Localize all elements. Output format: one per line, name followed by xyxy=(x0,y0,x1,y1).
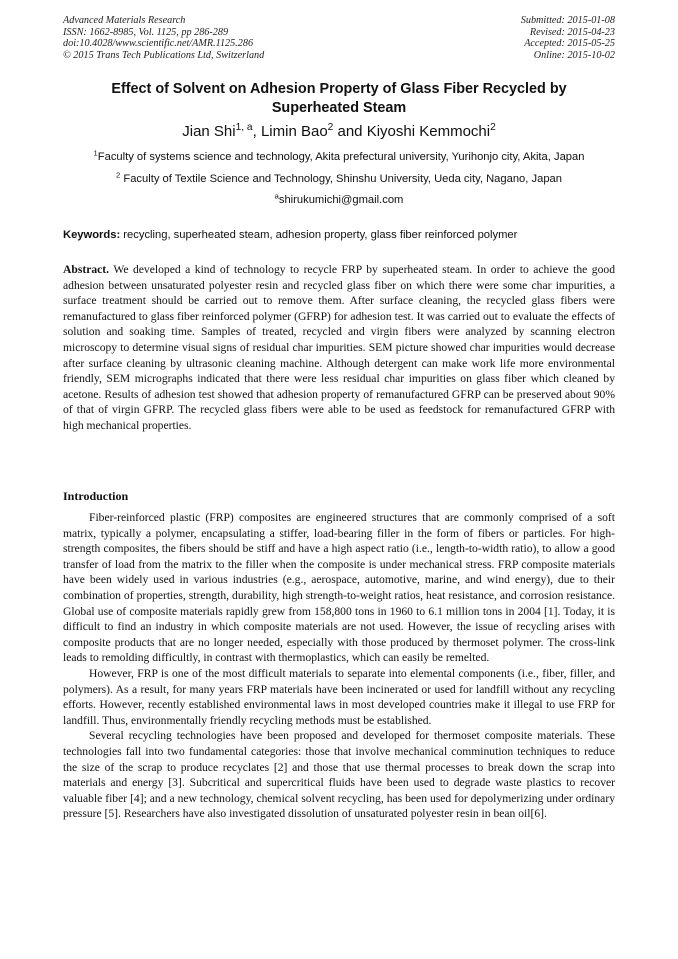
doi-line: doi:10.4028/www.scientific.net/AMR.1125.286 xyxy=(63,38,254,50)
author-3-name: Kiyoshi Kemmochi xyxy=(366,123,491,140)
revised-date: Revised: 2015-04-23 xyxy=(529,26,615,38)
abstract-text: We developed a kind of technology to recycle FRP by superheated steam. In order to achieve the good adhesion between unsaturated polyester resin and recycled glass fiber on which there were some char impurities, a surface treatment should be carried out to remove them. After surface cleaning, the recycled glass fibers were remanufactured to glass fiber reinforced polymer (GFRP) for adhesion test. It was carried out to evaluate the effects of solution and soaking time. Samples of treated, recycled and virgin fibers were analyzed by scanning electron microscopy to determine visual signs of residual char impurities. SEM picture showed char impurities would decrease after surface cleaning by ultrasonic cleaning machine. Although detergent can make work life more environmental friendly, SEM micrographs indicated that there were less residual char impurities on glass fiber which cleaned by acetone. Results of adhesion test showed that adhesion property of remanufactured GFRP can be preserved about 90% of that of virgin GFRP. The recycled glass fibers were able to be used as feedstock for remanufactured GFRP with high mechanical properties. xyxy=(63,263,615,432)
paper-title xyxy=(60,80,618,118)
copyright-line: © 2015 Trans Tech Publications Ltd, Switzerland xyxy=(63,49,265,61)
affiliation-1-text: Faculty of systems science and technology, Akita prefectural university, Yurihonjo city, Akita, Japan xyxy=(97,151,585,163)
corresponding-email xyxy=(40,193,638,207)
online-date: Online: 2015-10-02 xyxy=(533,49,615,61)
affiliation-2-marker: 2 xyxy=(116,170,121,180)
submitted-date: Submitted: 2015-01-08 xyxy=(520,15,615,26)
abstract-label: Abstract. xyxy=(63,263,110,276)
introduction-paragraph-3: Several recycling technologies have been proposed and developed for thermoset composite materials. These technologies fall into two fundamental categories: those that involve mechanical comminution techniques to reduce the size of the scrap to produce recyclates [2] and those that use thermal processes to break down the scrap into materials and energy [3]. Subcritical and supercritical fluids have been used to degrade waste plastics to recover valuable fiber [4]; and a new technology, chemical solvent recycling, has been used for depolymerizing under ordinary pressure [5]. Researchers have also investigated dissolution of unsaturated polyester resin in bean oil[6]. xyxy=(63,729,615,821)
author-1-marker: 1, a xyxy=(235,122,253,133)
affiliation-1-marker: 1 xyxy=(93,148,98,158)
author-list xyxy=(60,122,618,141)
keywords-line xyxy=(63,228,615,242)
keywords-text: recycling, superheated steam, adhesion property, glass fiber reinforced polymer xyxy=(120,229,518,241)
author-1-name: Jian Shi xyxy=(182,123,236,140)
author-separator: and xyxy=(333,123,367,140)
affiliation-2-text: Faculty of Textile Science and Technology, Shinshu University, Ueda city, Nagano, Japan xyxy=(120,173,562,185)
issn-line: ISSN: 1662-8985, Vol. 1125, pp 286-289 xyxy=(63,26,229,38)
introduction-paragraph-1: Fiber-reinforced plastic (FRP) composites are engineered structures that are commonly comprised of a soft matrix, typically a polymer, encapsulating a stiffer, load-bearing filler in the form of fibers or particles. For high-strength composites, the fibers should be stiff and have a high aspect ratio (i.e., length-to-width ratio), to allow a good transfer of load from the matrix to the filler when the composite is under mechanical stress. FRP composite materials have been widely used in various industries (e.g., aerospace, automotive, marine, and wind energy), due to their combination of properties, strength, durability, high strength-to-weight ratios, heat resistance, and corrosion resistance. Global use of composite materials rapidly grew from 158,800 tons in 1960 to 6.1 million tons in 2004 [1]. Today, it is difficult to find an industry in which composite materials are not used. However, the issue of recycling arises with composite products that are no longer needed, especially with those produced by thermoset polymer. The cross-link leads to remolding difficultly, in contrast with thermoplastics, which can easily be remelted. xyxy=(63,511,615,665)
accepted-date: Accepted: 2015-05-25 xyxy=(524,38,615,50)
introduction-paragraph-2: However, FRP is one of the most difficult materials to separate into elemental components (i.e., fiber, filler, and polymers). As a result, for many years FRP materials have been incinerated or used for landfill without any recycling efforts. However, recently established environmental laws in most developed countries make it illegal to use FRP for landfill. Thus, environmentally friendly recycling methods must be established. xyxy=(63,666,615,727)
affiliation-1 xyxy=(40,150,638,164)
title-line-2: Superheated Steam xyxy=(271,100,407,116)
introduction-body xyxy=(63,510,615,822)
affiliation-2 xyxy=(40,172,638,186)
journal-name: Advanced Materials Research xyxy=(63,15,186,26)
introduction-heading: Introduction xyxy=(63,489,129,503)
email-marker: a xyxy=(274,191,279,201)
title-line-1: Effect of Solvent on Adhesion Property of Glass Fiber Recycled by xyxy=(111,81,567,97)
publication-info xyxy=(63,15,264,61)
keywords-label: Keywords: xyxy=(63,229,121,241)
email-address: shirukumichi@gmail.com xyxy=(278,194,404,206)
author-2-marker: 2 xyxy=(327,122,334,133)
submission-dates xyxy=(521,15,615,61)
author-separator: , xyxy=(252,123,261,140)
author-3-marker: 2 xyxy=(490,122,496,133)
author-2-name: Limin Bao xyxy=(260,123,328,140)
abstract-paragraph xyxy=(63,262,615,434)
